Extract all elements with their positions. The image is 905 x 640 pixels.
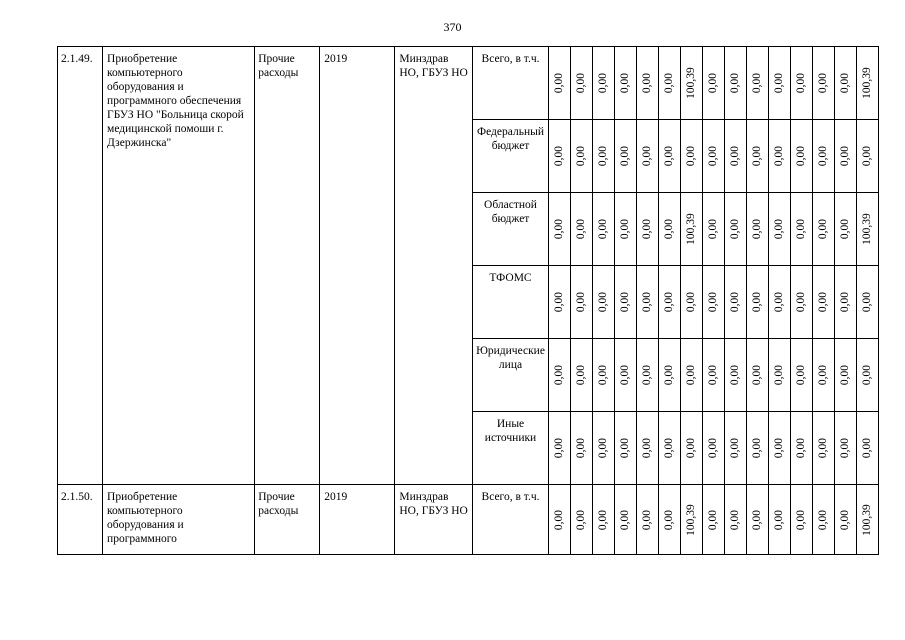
value-cell	[680, 120, 702, 193]
value-cell	[746, 266, 768, 339]
value-cell	[658, 120, 680, 193]
responsible-party: Минздрав НО, ГБУЗ НО	[395, 485, 473, 555]
value-cell	[790, 412, 812, 485]
expense-type: Прочие расходы	[255, 47, 320, 485]
value-cell	[636, 412, 658, 485]
value-cell	[548, 485, 570, 555]
value-cell	[768, 412, 790, 485]
value-text: 0,00	[663, 509, 676, 530]
value-cell	[548, 412, 570, 485]
value-cell	[812, 47, 834, 120]
value-text: 0,00	[839, 72, 852, 94]
value-cell	[548, 339, 570, 412]
value-text: 0,00	[751, 437, 764, 459]
table-row	[58, 47, 879, 120]
budget-table	[57, 46, 879, 555]
value-cell	[636, 120, 658, 193]
value-text: 0,00	[817, 291, 830, 313]
value-cell	[856, 412, 878, 485]
value-cell	[812, 120, 834, 193]
page-number: 370	[443, 20, 462, 34]
value-cell	[614, 120, 636, 193]
value-text: 0,00	[553, 437, 566, 459]
value-text: 0,00	[839, 364, 852, 386]
value-cell	[548, 266, 570, 339]
value-text: 0,00	[729, 437, 742, 459]
value-cell	[570, 193, 592, 266]
value-text: 0,00	[817, 509, 830, 530]
value-text: 0,00	[861, 145, 874, 167]
value-text: 0,00	[751, 218, 764, 240]
value-text: 0,00	[773, 291, 786, 313]
value-text: 0,00	[553, 291, 566, 313]
value-text: 0,00	[575, 291, 588, 313]
value-text: 0,00	[795, 72, 808, 94]
value-cell	[768, 485, 790, 555]
table-row	[58, 485, 879, 555]
value-text: 0,00	[663, 437, 676, 459]
value-text: 0,00	[729, 364, 742, 386]
value-text: 0,00	[839, 145, 852, 167]
value-cell	[636, 339, 658, 412]
value-cell	[790, 47, 812, 120]
value-text: 100,39	[861, 503, 874, 536]
value-cell	[570, 47, 592, 120]
value-text: 0,00	[685, 145, 698, 167]
value-text: 0,00	[861, 437, 874, 459]
value-text: 0,00	[641, 145, 654, 167]
value-text: 0,00	[861, 291, 874, 313]
value-text: 0,00	[619, 72, 632, 94]
value-text: 0,00	[553, 72, 566, 94]
value-cell	[812, 193, 834, 266]
value-cell	[834, 339, 856, 412]
value-text: 0,00	[619, 291, 632, 313]
value-cell	[746, 47, 768, 120]
value-cell	[724, 485, 746, 555]
value-text: 0,00	[575, 145, 588, 167]
value-text: 0,00	[795, 145, 808, 167]
value-cell	[570, 485, 592, 555]
value-text: 0,00	[575, 437, 588, 459]
value-text: 0,00	[685, 364, 698, 386]
value-cell	[680, 266, 702, 339]
value-cell	[570, 266, 592, 339]
value-cell	[702, 485, 724, 555]
value-text: 0,00	[597, 218, 610, 240]
value-text: 0,00	[641, 218, 654, 240]
value-text: 0,00	[861, 364, 874, 386]
value-text: 0,00	[839, 218, 852, 240]
value-cell	[746, 339, 768, 412]
value-cell	[680, 193, 702, 266]
value-text: 0,00	[817, 218, 830, 240]
value-cell	[614, 193, 636, 266]
value-cell	[658, 266, 680, 339]
value-text: 0,00	[597, 72, 610, 94]
value-text: 0,00	[663, 218, 676, 240]
value-cell	[614, 412, 636, 485]
value-cell	[724, 193, 746, 266]
value-cell	[746, 412, 768, 485]
value-text: 0,00	[707, 218, 720, 240]
value-text: 0,00	[553, 364, 566, 386]
funding-source-label: Всего, в т.ч.	[473, 47, 548, 120]
value-text: 0,00	[597, 437, 610, 459]
value-cell	[746, 193, 768, 266]
value-cell	[790, 266, 812, 339]
value-cell	[856, 485, 878, 555]
value-text: 0,00	[773, 509, 786, 530]
value-text: 0,00	[795, 291, 808, 313]
value-cell	[724, 47, 746, 120]
value-cell	[614, 47, 636, 120]
value-text: 0,00	[663, 72, 676, 94]
value-text: 0,00	[641, 72, 654, 94]
value-cell	[636, 47, 658, 120]
value-text: 0,00	[817, 437, 830, 459]
value-cell	[636, 193, 658, 266]
value-cell	[768, 339, 790, 412]
value-cell	[702, 120, 724, 193]
funding-source-label: ТФОМС	[473, 266, 548, 339]
value-text: 0,00	[817, 145, 830, 167]
value-cell	[790, 485, 812, 555]
value-cell	[592, 120, 614, 193]
value-text: 0,00	[663, 145, 676, 167]
value-text: 0,00	[707, 291, 720, 313]
item-code: 2.1.50.	[58, 485, 103, 555]
value-cell	[636, 485, 658, 555]
funding-source-label: Юридические лица	[473, 339, 548, 412]
value-text: 0,00	[773, 218, 786, 240]
value-text: 0,00	[575, 509, 588, 530]
value-text: 0,00	[553, 218, 566, 240]
value-text: 0,00	[685, 437, 698, 459]
value-cell	[614, 339, 636, 412]
value-text: 0,00	[729, 72, 742, 94]
value-cell	[614, 266, 636, 339]
value-cell	[724, 339, 746, 412]
value-cell	[790, 193, 812, 266]
value-cell	[812, 485, 834, 555]
value-text: 0,00	[707, 437, 720, 459]
value-cell	[834, 266, 856, 339]
value-cell	[834, 412, 856, 485]
value-text: 0,00	[597, 145, 610, 167]
value-text: 0,00	[663, 291, 676, 313]
value-text: 0,00	[619, 364, 632, 386]
value-cell	[834, 193, 856, 266]
value-text: 0,00	[751, 72, 764, 94]
value-text: 0,00	[707, 509, 720, 530]
value-text: 0,00	[597, 291, 610, 313]
value-text: 0,00	[795, 509, 808, 530]
value-cell	[658, 193, 680, 266]
value-text: 0,00	[641, 509, 654, 530]
value-cell	[658, 412, 680, 485]
value-text: 100,39	[685, 503, 698, 536]
value-text: 0,00	[663, 364, 676, 386]
value-cell	[834, 47, 856, 120]
value-text: 0,00	[817, 364, 830, 386]
value-text: 0,00	[839, 291, 852, 313]
value-text: 0,00	[795, 437, 808, 459]
item-code: 2.1.49.	[58, 47, 103, 485]
value-text: 0,00	[751, 145, 764, 167]
value-cell	[790, 339, 812, 412]
value-text: 0,00	[795, 218, 808, 240]
value-cell	[680, 485, 702, 555]
value-cell	[570, 120, 592, 193]
value-cell	[658, 47, 680, 120]
value-text: 0,00	[597, 509, 610, 530]
value-text: 100,39	[861, 213, 874, 245]
value-text: 0,00	[641, 364, 654, 386]
value-text: 0,00	[619, 437, 632, 459]
value-cell	[658, 339, 680, 412]
value-cell	[702, 193, 724, 266]
value-text: 0,00	[575, 364, 588, 386]
value-cell	[746, 485, 768, 555]
item-name: Приобретение компьютерного оборудования и программного	[103, 485, 255, 555]
value-text: 0,00	[685, 291, 698, 313]
value-cell	[702, 266, 724, 339]
value-text: 0,00	[773, 72, 786, 94]
value-cell	[570, 412, 592, 485]
value-cell	[702, 47, 724, 120]
item-year: 2019	[320, 485, 395, 555]
value-cell	[812, 339, 834, 412]
value-cell	[812, 266, 834, 339]
value-text: 0,00	[751, 291, 764, 313]
value-cell	[592, 485, 614, 555]
funding-source-label: Областной бюджет	[473, 193, 548, 266]
value-cell	[614, 485, 636, 555]
value-cell	[768, 266, 790, 339]
funding-source-label: Всего, в т.ч.	[473, 485, 548, 555]
value-cell	[548, 47, 570, 120]
value-cell	[548, 120, 570, 193]
value-text: 0,00	[575, 218, 588, 240]
item-name: Приобретение компьютерного оборудования и программного обеспечения ГБУЗ НО "Больница скорой медицинской помоши г. Дзержинска"	[103, 47, 255, 485]
value-cell	[680, 339, 702, 412]
value-text: 0,00	[707, 145, 720, 167]
value-text: 0,00	[619, 509, 632, 530]
value-cell	[790, 120, 812, 193]
value-cell	[856, 120, 878, 193]
value-cell	[570, 339, 592, 412]
value-text: 0,00	[619, 218, 632, 240]
value-cell	[592, 339, 614, 412]
value-text: 100,39	[861, 67, 874, 99]
value-text: 0,00	[729, 291, 742, 313]
value-cell	[592, 412, 614, 485]
value-cell	[746, 120, 768, 193]
value-text: 0,00	[773, 437, 786, 459]
funding-source-label: Федеральный бюджет	[473, 120, 548, 193]
value-cell	[702, 339, 724, 412]
value-text: 0,00	[707, 72, 720, 94]
value-text: 0,00	[751, 364, 764, 386]
value-text: 0,00	[751, 509, 764, 530]
value-text: 0,00	[641, 291, 654, 313]
value-cell	[856, 266, 878, 339]
value-cell	[834, 120, 856, 193]
value-text: 0,00	[795, 364, 808, 386]
value-cell	[548, 193, 570, 266]
responsible-party: Минздрав НО, ГБУЗ НО	[395, 47, 473, 485]
value-text: 0,00	[817, 72, 830, 94]
value-text: 0,00	[839, 437, 852, 459]
value-cell	[636, 266, 658, 339]
value-cell	[592, 47, 614, 120]
value-cell	[856, 47, 878, 120]
value-cell	[702, 412, 724, 485]
value-text: 0,00	[773, 145, 786, 167]
value-cell	[592, 266, 614, 339]
funding-source-label: Иные источники	[473, 412, 548, 485]
value-cell	[768, 120, 790, 193]
value-cell	[680, 412, 702, 485]
value-cell	[812, 412, 834, 485]
value-cell	[834, 485, 856, 555]
value-cell	[592, 193, 614, 266]
value-text: 0,00	[597, 364, 610, 386]
value-cell	[724, 120, 746, 193]
expense-type: Прочие расходы	[255, 485, 320, 555]
value-cell	[724, 266, 746, 339]
value-text: 0,00	[729, 145, 742, 167]
value-text: 100,39	[685, 67, 698, 99]
item-year: 2019	[320, 47, 395, 485]
value-cell	[724, 412, 746, 485]
value-cell	[768, 193, 790, 266]
value-cell	[856, 193, 878, 266]
value-text: 100,39	[685, 213, 698, 245]
value-cell	[768, 47, 790, 120]
value-text: 0,00	[839, 509, 852, 530]
value-text: 0,00	[773, 364, 786, 386]
value-text: 0,00	[729, 509, 742, 530]
value-text: 0,00	[707, 364, 720, 386]
value-text: 0,00	[553, 145, 566, 167]
value-cell	[680, 47, 702, 120]
value-cell	[856, 339, 878, 412]
value-text: 0,00	[729, 218, 742, 240]
value-text: 0,00	[553, 509, 566, 530]
value-text: 0,00	[641, 437, 654, 459]
value-cell	[658, 485, 680, 555]
value-text: 0,00	[619, 145, 632, 167]
value-text: 0,00	[575, 72, 588, 94]
